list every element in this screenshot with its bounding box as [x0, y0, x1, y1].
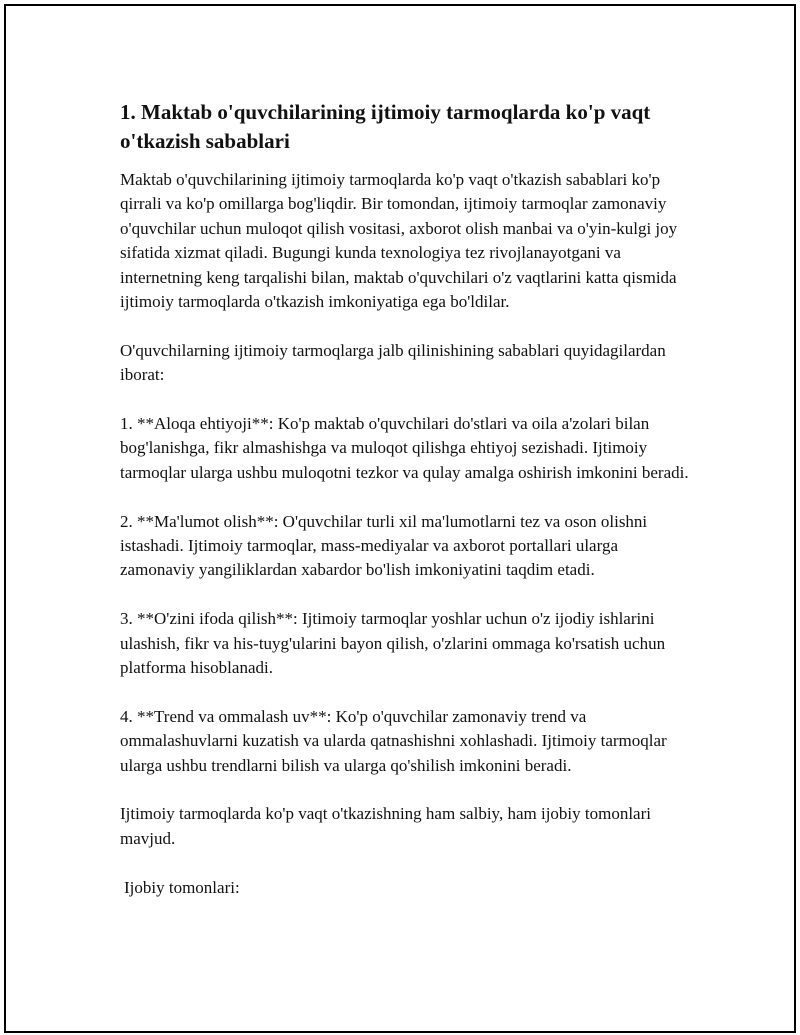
intro-paragraph: Maktab o'quvchilarining ijtimoiy tarmoqlarda ko'p vaqt o'tkazish sabablari ko'p qirrali va ko'p omillarga bog'liqdir. Bir tomondan, ijtimoiy tarmoqlar zamonaviy o'quvchilar uchun muloqot qilish vositasi, axborot olish manbai va o'yin-kulgi joy sifatida xizmat qiladi. Bugungi kunda texnologiya tez rivojlanayotgani va internetning keng tarqalishi bilan, maktab o'quvchilari o'z vaqtlarini katta qismida ijtimoiy tarmoqlarda o'tkazish imkoniyatiga ega bo'ldilar.	[120, 170, 678, 312]
positive-sides-label: Ijobiy tomonlari:	[124, 877, 240, 897]
reason-trends-paragraph: 4. **Trend va ommalash uv**: Ko'p o'quvchilar zamonaviy trend va ommalashuvlarni kuzatish va ularda qatnashishni xohlashadi. Ijtimoiy tarmoqlar ularga ushbu trendlarni bilish va ularga qo'shilish imkonini beradi.	[120, 706, 667, 775]
reason-communication-paragraph: 1. **Aloqa ehtiyoji**: Ko'p maktab o'quvchilari do'stlari va oila a'zolari bilan bog'lanishga, fikr almashishga va muloqot qilishga ehtiyoj sezishadi. Ijtimoiy tarmoqlar ularga ushbu muloqotni tezkor va qulay amalga oshirish imkonini beradi.	[120, 414, 689, 482]
reason-self-expression-paragraph: 3. **O'zini ifoda qilish**: Ijtimoiy tarmoqlar yoshlar uchun o'z ijodiy ishlarini ulashish, fikr va his-tuyg'ularini bayon qilish, o'zlarini ommaga ko'rsatish uchun platforma hisoblanadi.	[120, 609, 666, 678]
reason-information-paragraph: 2. **Ma'lumot olish**: O'quvchilar turli xil ma'lumotlarni tez va oson olishni istashadi. Ijtimoiy tarmoqlar, mass-mediyalar va axborot portallari ularga zamonaviy yangiliklardan xabardor bo'lish imkoniyatini taqdim etadi.	[120, 511, 648, 580]
reasons-lead-paragraph: O'quvchilarning ijtimoiy tarmoqlarga jalb qilinishining sabablari quyidagilardan iborat:	[120, 340, 666, 385]
document-page	[4, 4, 796, 1033]
section-heading: 1. Maktab o'quvchilarining ijtimoiy tarmoqlarda ko'p vaqt o'tkazish sabablari	[120, 100, 651, 153]
pros-cons-paragraph: Ijtimoiy tarmoqlarda ko'p vaqt o'tkazishning ham salbiy, ham ijobiy tomonlari mavjud.	[120, 804, 651, 848]
document-body	[120, 98, 690, 900]
